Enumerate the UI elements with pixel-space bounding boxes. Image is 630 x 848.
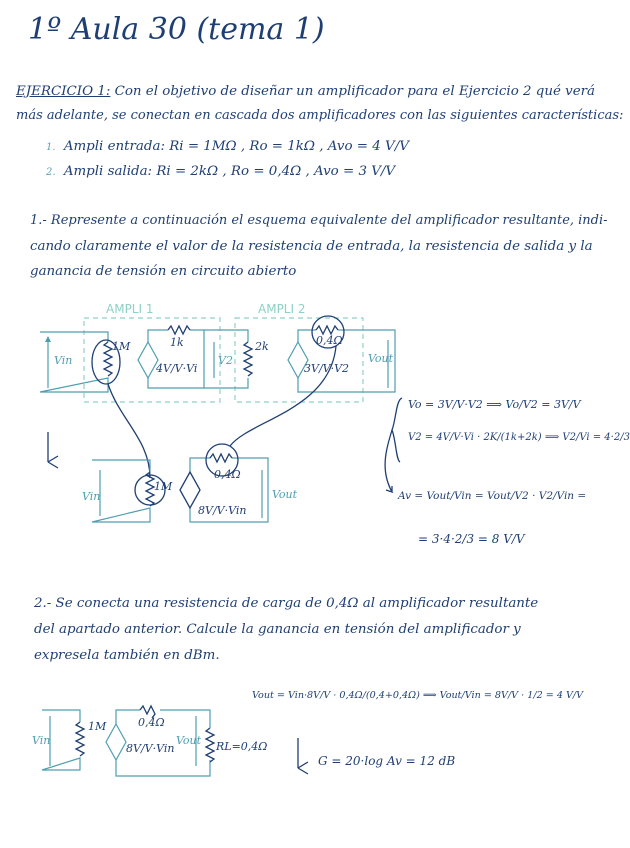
- src2-label: 3V/V·V2: [304, 362, 350, 375]
- brace-arrow: [385, 430, 392, 492]
- eq-src-label: 8V/V·Vin: [198, 504, 247, 517]
- brace: [392, 398, 402, 462]
- deriv-eq-2: V2 = 4V/V·Vi · 2K/(1k+2k) ⟹ V2/Vi = 4·2/3: [408, 432, 630, 443]
- q2-r04-label: 0,4Ω: [138, 716, 165, 729]
- v2-label: V2: [218, 354, 233, 367]
- resistor-1m: [104, 342, 112, 376]
- link-curve-2: [230, 346, 336, 446]
- exercise-intro-text-1: Con el objetivo de diseñar un amplificador para el Ejercicio 2 qué verá: [114, 84, 596, 99]
- q1-line-3: ganancia de tensión en circuito abierto: [30, 264, 297, 279]
- eq-resistor-04: [210, 454, 232, 462]
- vin-arrowhead: [45, 336, 51, 342]
- spec-item-1-num: 1.: [46, 142, 56, 153]
- q2-vout-label: Vout: [176, 734, 202, 747]
- solution-eq-2: G = 20·log Av = 12 dB: [318, 754, 456, 768]
- spec-item-2-num: 2.: [46, 167, 56, 178]
- q2-resistor-1m: [76, 722, 84, 756]
- q1-line-1: 1.- Represente a continuación el esquema equivalente del amplificador resultante, indi-: [30, 213, 608, 228]
- eq-r04-label: 0,4Ω: [214, 468, 241, 481]
- r04-label: 0,4Ω: [316, 334, 343, 347]
- q2-arrow-down-right: [298, 738, 308, 774]
- spec-item-1-text: Ampli entrada: Ri = 1MΩ , Ro = 1kΩ , Avo = 4 V/V: [63, 139, 409, 154]
- q2-dep-source: [106, 724, 126, 760]
- src1-label: 4V/V·Vi: [156, 362, 198, 375]
- eq-input-loop: [92, 460, 150, 522]
- q2-r1m-label: 1M: [88, 720, 107, 733]
- deriv-eq-1: Vo = 3V/V·V2 ⟹ Vo/V2 = 3V/V: [408, 398, 581, 411]
- resistor-2k: [244, 342, 252, 376]
- q2-rl-label: RL=0,4Ω: [216, 740, 268, 753]
- r1m-label: 1M: [112, 340, 131, 353]
- solution-eq-1: Vout = Vin·8V/V · 0,4Ω/(0,4+0,4Ω) ⟹ Vout/Vin = 8V/V · 1/2 = 4 V/V: [252, 690, 584, 701]
- vin-label: Vin: [54, 354, 73, 367]
- q2-line-3: expresela también en dBm.: [34, 648, 220, 663]
- eq-dep-source: [180, 472, 200, 508]
- eq-vin-label: Vin: [82, 490, 101, 503]
- spec-item-2-text: Ampli salida: Ri = 2kΩ , Ro = 0,4Ω , Avo = 3 V/V: [63, 164, 396, 179]
- resistor-04: [316, 326, 338, 334]
- r1k-label: 1k: [170, 336, 184, 349]
- eq-vout-label: Vout: [272, 488, 298, 501]
- deriv-eq-4: = 3·4·2/3 = 8 V/V: [418, 532, 525, 546]
- ampli-1-label: AMPLI 1: [106, 302, 154, 316]
- link-curve-1: [108, 384, 150, 478]
- q2-vin-label: Vin: [32, 734, 51, 747]
- q2-load-resistor: [206, 728, 214, 762]
- page-title: 1º Aula 30 (tema 1): [28, 12, 325, 47]
- r2k-label: 2k: [255, 340, 269, 353]
- q1-line-2: cando claramente el valor de la resistencia de entrada, la resistencia de salida y la: [30, 239, 593, 254]
- q2-src-label: 8V/V·Vin: [126, 742, 175, 755]
- exercise-intro-line-2: más adelante, se conectan en cascada dos amplificadores con las siguientes características:: [16, 108, 624, 123]
- vout-label: Vout: [368, 352, 394, 365]
- eq-resistor-1m: [146, 472, 154, 506]
- resistor-1k: [168, 326, 190, 334]
- q2-line-1: 2.- Se conecta una resistencia de carga de 0,4Ω al amplificador resultante: [34, 596, 539, 611]
- eq-r1m-label: 1M: [154, 480, 173, 493]
- exercise-heading: EJERCICIO 1:: [16, 84, 111, 99]
- deriv-eq-3: Av = Vout/Vin = Vout/V2 · V2/Vin =: [398, 490, 587, 502]
- dep-source-1: [138, 342, 158, 378]
- q2-line-2: del apartado anterior. Calcule la ganancia en tensión del amplificador y: [34, 622, 521, 637]
- arrow-down-right: [48, 432, 58, 468]
- ampli-2-label: AMPLI 2: [258, 302, 306, 316]
